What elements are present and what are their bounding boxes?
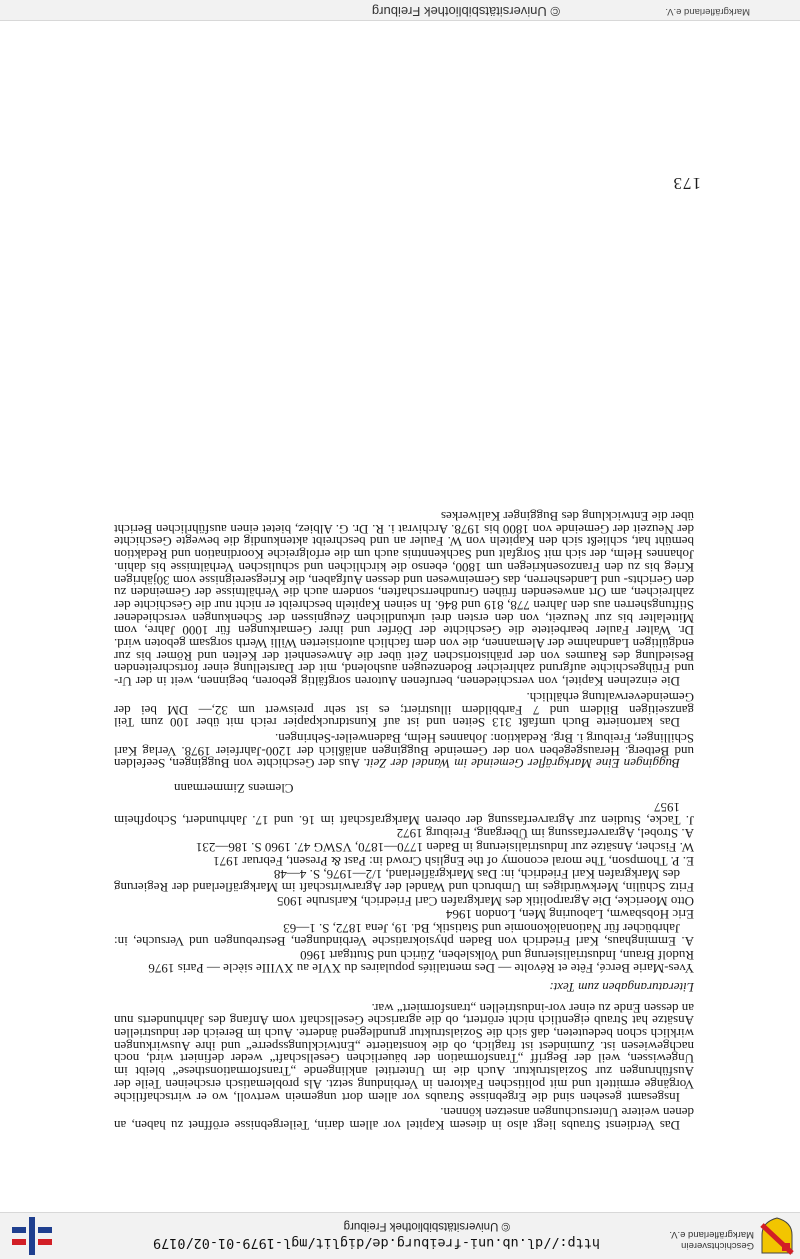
coat-of-arms-icon	[760, 1217, 794, 1255]
library-credit: © Universitätsbibliothek Freiburg	[343, 1220, 510, 1232]
literature-item: Fritz Schülin, Merkwürdiges im Umbruch und Wandel der Agrarwirtschaft im Markgräflerland der Regierung des Markgrafen Karl Friedrich, in: Das Markgräflerland, 1/2—1976, S. 4—48	[114, 867, 694, 896]
literature-item: Yves-Marie Bercé, Fête et Révolte — Des mentalités populaires du XVIe au XVIIIe siècle — Paris 1976	[148, 961, 694, 977]
paragraph: Die einzelnen Kapitel, von verschiedenen, berufenen Autoren sorgfältig geboren, beginnen, weit in der Ur- und Frühgeschichte aufgrund zahlreicher Bodenzeugen ausholend, mit der Darstellung einer fortschreitenden Besiedlung des Raumes von der prähistorischen Zeit über die Anwesenheit der Kelten und Römer bis zur endgültigen Landnahme der Alemannen, die von dem fachlich autorisierten Willi Werth sorgsam geboten wird. Dr. Walter Fauler bearbeitete die Geschichte der Dörfer und ihrer Gemarkungen für 1000 Jahre, vom Mittelalter bis zur Neuzeit, von den ersten drei urkundlichen Zeugnissen der Schenkungen verschiedener Stiftungsherren aus den Jahren 778, 819 und 846. In seinen Kapiteln beschreibt er nicht nur die Geschichte der zahlreichen, am Ort anwesenden frühen Grundherrschaften, sondern auch die Verhältnisse der Gemeinden zu den Gerichts- und Landesherren, das Gemeinwesen und dessen Aufgaben, die Kriegsereignisse vom 30jährigen Krieg bis zu den Franzosenkriegen um 1800, ebenso die kirchlichen und schulischen Verhältnisse bis dahin. Johannes Helm, der sich mit Sorgfalt und Sachkenntnis auch um die erfolgreiche Koordination und Redaktion bemüht hat, schließt sich den Kapiteln von W. Fauler an und beschreibt aktenkundig die bewegte Geschichte der Neuzeit der Gemeinde von 1800 bis 1978. Archivrat i. R. Dr. G. Albiez, bietet einen ausführlichen Bericht über die Entwicklung des Bugginger Kaliwerkes	[114, 509, 694, 690]
paragraph: Das kartonierte Buch umfaßt 313 Seiten und ist auf Kunstdruckpapier reich mit über 100 zum Teil ganzseitigen Bildern und 7 Farbbildern illustriert; es ist sehr preiswert um 32,— DM bei der Gemeindeverwaltung erhältlich.	[114, 689, 694, 731]
review-intro: Aus der Geschichte von Buggingen, Seefelden und Betberg. Herausgegeben von der Gemeinde Buggingen anläßlich der 1200-Jahrfeier 1978. Verlag Karl Schillinger, Freiburg i. Brg. Redaktion: Johannes Helm, Badenweiler-Sehringen.	[114, 731, 694, 772]
paragraph: Das Verdienst Straubs liegt also in diesem Kapitel vor allem darin, Teilergebnisse eröffnet zu haben, an denen weitere Untersuchungen ansetzen können.	[114, 1105, 694, 1133]
society-line-1: Geschichtsverein	[681, 1240, 754, 1251]
source-url[interactable]: http://dl.ub.uni-freiburg.de/diglit/mgl-1979-01-02/0179	[152, 1235, 600, 1251]
literature-item: J. Tacke, Studien zur Agrarverfassung der oberen Markgrafschaft im 16. und 17. Jahrhundert, Schopfheim 1957	[114, 799, 694, 828]
review-title: Buggingen Eine Markgräfler Gemeinde im Wandel der Zeit.	[363, 756, 680, 772]
paragraph: Insgesamt gesehen sind die Ergebnisse Straubs vor allem dort ungemein wertvoll, wo er wirtschaftliche Vorgänge ermittelt und mit politischen Faktoren in Verbindung setzt. Als problematisch erscheinen Teile der Ausführungen zur Sozialstruktur. Auch die im Untertitel anklingende „Transformationsthese“ bleibt im Ungewissen, weil der Begriff „Transformation der bäuerlichen Gesellschaft“ weder definiert wird, noch nachgewiesen ist. Zumindest ist fraglich, ob die konstatierte „Entwicklungssperre“ und ihre Auswirkungen wirklich schon bedeuteten, daß sich die Sozialstruktur grundlegend änderte. Auch im Bereich der industriellen Ansätze hat Straub eigentlich nicht erörtert, ob die agrarische Gesellschaft vom Anfang des Jahrhunderts nun an dessen Ende zu einer vor-industriellen „transformiert“ war.	[114, 1000, 694, 1105]
society-name	[669, 1229, 754, 1251]
footer-bar	[0, 0, 800, 21]
literature-item: Otto Moericke, Die Agrarpolitik des Markgrafen Carl Friedrich, Karlsruhe 1905	[277, 893, 694, 909]
page-text	[114, 506, 694, 1131]
footer-library-credit: © Universitätsbibliothek Freiburg	[371, 4, 560, 19]
literature-item: A. Emminghaus, Karl Friedrich von Baden physiokratische Verbindungen, Bestrebungen und Versuche, in: Jahrbücher für Nationalökonomie und Statistik, Bd. 19, Jena 1872, S. 1—63	[114, 921, 694, 949]
literature-item: Rudolf Braun, Industrialisierung und Volksleben, Zürich und Stuttgart 1960	[300, 947, 694, 963]
society-line-2: Markgräflerland e.V.	[669, 1229, 754, 1240]
literature-item: E. P. Thompson, The moral economy of the English Crowd in: Past & Present, Februar 1971	[213, 853, 694, 869]
literature-item: W. Fischer, Ansätze zur Industrialisierung in Baden 1770—1870, VSWG 47. 1960 S. 186—231	[195, 839, 694, 855]
author-signature: Clemens Zimmermann	[174, 781, 294, 797]
literature-item: A. Strobel, Agrarverfassung im Übergang, Freiburg 1972	[396, 826, 694, 842]
page-number: 173	[672, 174, 701, 193]
literature-item: Eric Hobsbawm, Labouring Men, London 1964	[445, 907, 694, 923]
header-bar	[0, 1212, 800, 1259]
footer-society: Markgräflerland e.V.	[665, 6, 750, 17]
literature-list	[114, 799, 694, 977]
university-logo-icon	[12, 1217, 52, 1255]
review-header	[114, 731, 694, 772]
literature-heading: Literaturangaben zum Text:	[549, 979, 694, 995]
